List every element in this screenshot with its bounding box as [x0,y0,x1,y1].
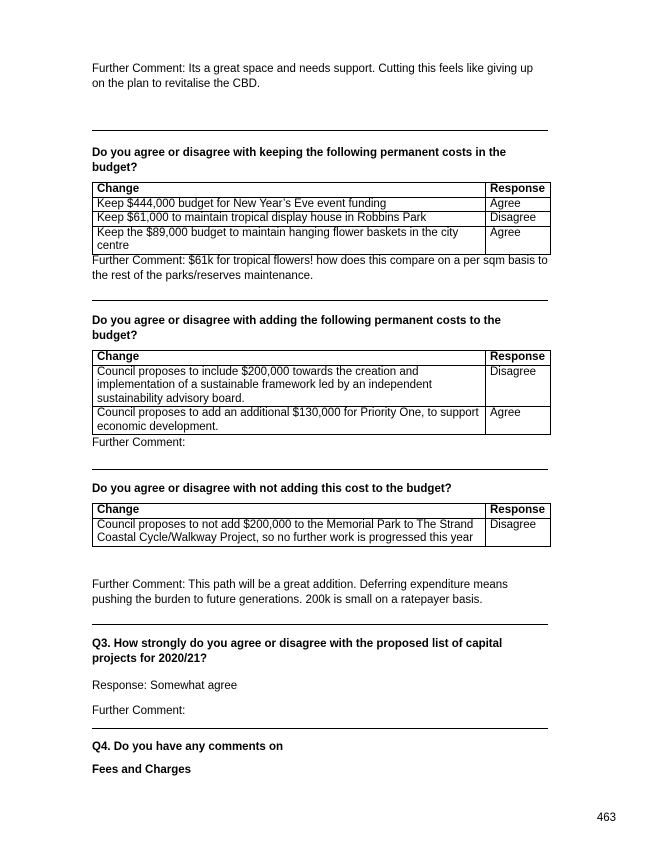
question-subheading: Fees and Charges [92,764,192,776]
divider-2 [92,300,548,301]
column-header-response: Response [486,183,551,198]
divider-line [92,624,548,625]
change-cell: Keep the $89,000 budget to maintain hanging flower baskets in the city centre [93,226,486,254]
change-cell: Council proposes to include $200,000 towards the creation and implementation of a sustainable framework led by an independent sustainability advisory board. [93,365,486,407]
column-header-response: Response [486,504,551,519]
question-3 [92,637,548,719]
further-comment: Further Comment: $61k for tropical flowers! how does this compare on a per sqm basis to the rest of the parks/reserves maintenance. [92,255,548,282]
response-table-1 [92,182,551,255]
response-table-3 [92,503,551,547]
further-comment: Further Comment: [92,437,186,449]
comment-block-2 [92,254,548,284]
comment-block-4 [92,578,548,608]
divider-5 [92,728,548,729]
section-question: Do you agree or disagree with keeping the following permanent costs in the budget? [92,147,507,174]
question-heading: Q3. How strongly do you agree or disagree with the proposed list of capital projects for 2020/21? [92,638,503,665]
divider-line [92,300,548,301]
table-header-row [93,504,551,519]
response-cell: Agree [486,226,551,254]
column-header-change: Change [93,351,486,366]
table-header-row [93,183,551,198]
divider-1 [92,130,548,131]
divider-4 [92,624,548,625]
page-number: 463 [596,812,616,824]
section-3 [92,482,548,547]
divider-line [92,469,548,470]
question-response: Response: Somewhat agree [92,680,238,692]
section-1 [92,146,548,255]
comment-block-1 [92,62,548,92]
further-comment: Further Comment: Its a great space and needs support. Cutting this feels like giving up on the plan to revitalise the CBD. [92,63,534,90]
section-2 [92,314,548,435]
table-row [93,212,551,227]
column-header-change: Change [93,183,486,198]
column-header-change: Change [93,504,486,519]
divider-3 [92,469,548,470]
response-cell: Disagree [486,212,551,227]
response-cell: Agree [486,197,551,212]
question-4 [92,740,548,778]
further-comment: Further Comment: This path will be a great addition. Deferring expenditure means pushing the burden to future generations. 200k is small on a ratepayer basis. [92,579,508,606]
response-cell: Agree [486,407,551,435]
table-header-row [93,351,551,366]
change-cell: Council proposes to add an additional $130,000 for Priority One, to support economic development. [93,407,486,435]
response-table-2 [92,350,551,435]
table-row [93,407,551,435]
table-row [93,226,551,254]
section-question: Do you agree or disagree with not adding this cost to the budget? [92,483,452,495]
section-question: Do you agree or disagree with adding the following permanent costs to the budget? [92,315,501,342]
change-cell: Council proposes to not add $200,000 to the Memorial Park to The Strand Coastal Cycle/Walkway Project, so no further work is progressed this year [93,518,486,546]
further-comment: Further Comment: [92,705,186,717]
question-heading: Q4. Do you have any comments on [92,741,284,753]
comment-block-3 [92,436,548,451]
response-cell: Disagree [486,518,551,546]
column-header-response: Response [486,351,551,366]
change-cell: Keep $444,000 budget for New Year’s Eve event funding [93,197,486,212]
divider-line [92,728,548,729]
response-cell: Disagree [486,365,551,407]
table-row [93,197,551,212]
change-cell: Keep $61,000 to maintain tropical display house in Robbins Park [93,212,486,227]
table-row [93,365,551,407]
divider-line [92,130,548,131]
table-row [93,518,551,546]
